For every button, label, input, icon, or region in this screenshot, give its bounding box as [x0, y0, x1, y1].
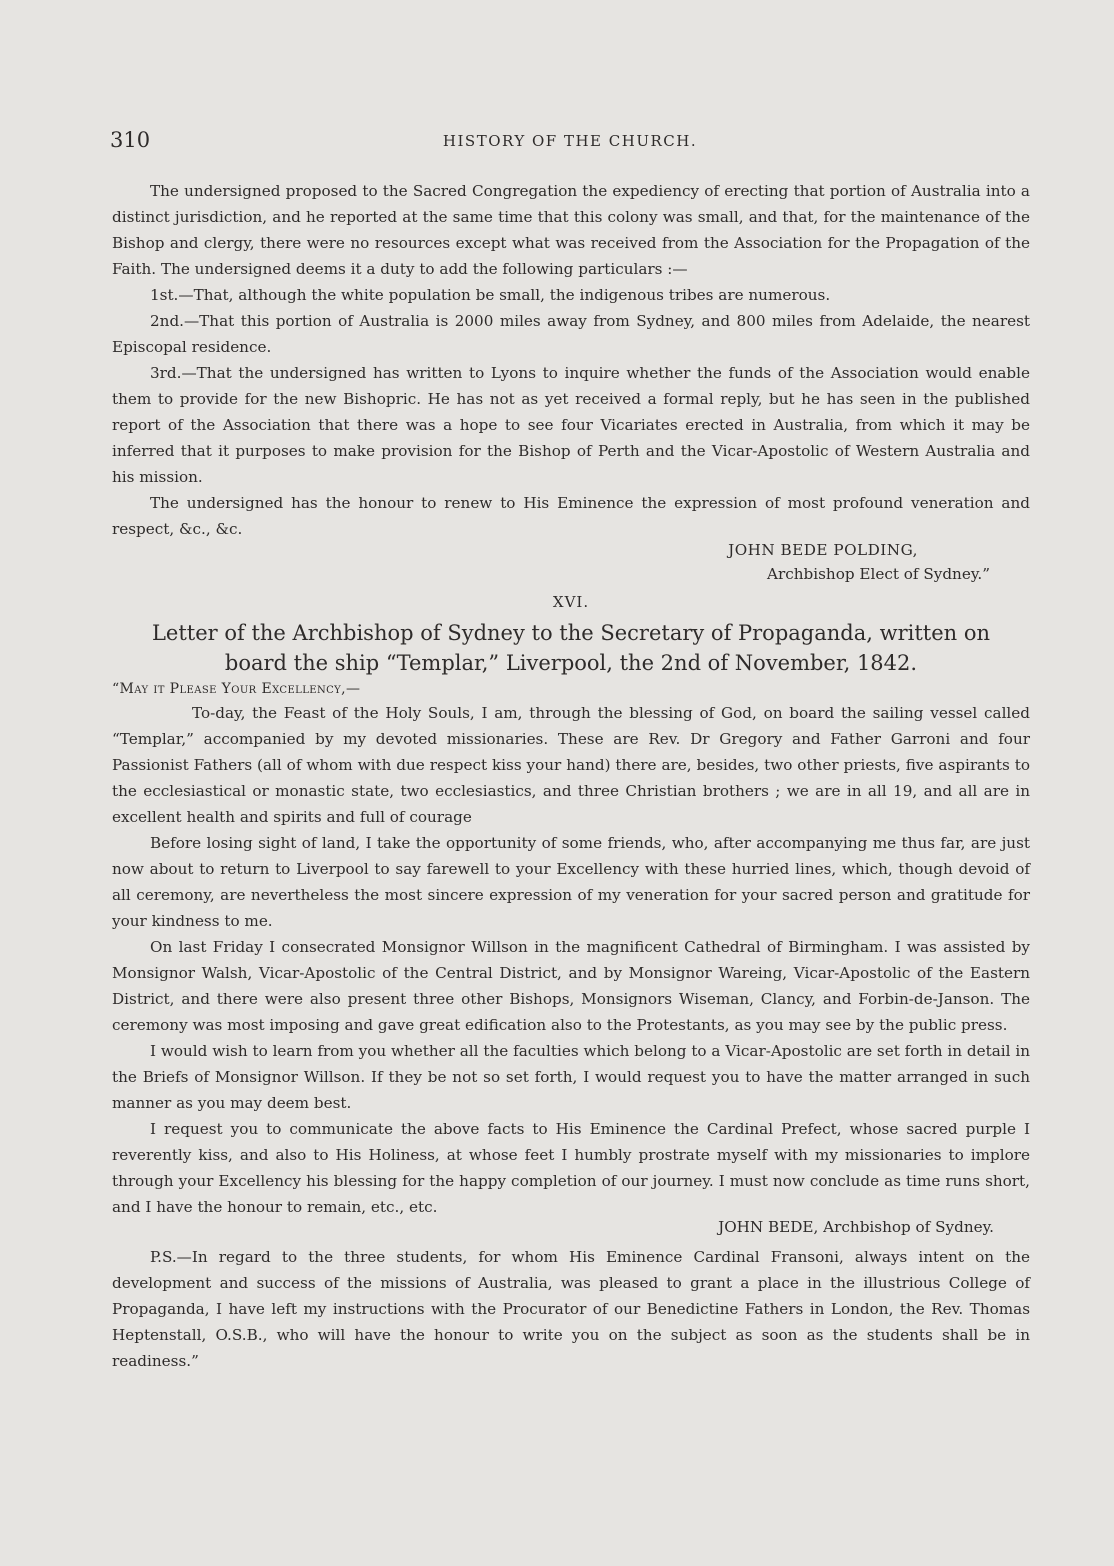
page-header — [110, 128, 1030, 158]
section-number: XVI. — [552, 593, 590, 611]
signature-name: JOHN BEDE POLDING, — [728, 541, 918, 559]
signature-title: Archbishop Elect of Sydney.” — [767, 565, 990, 583]
letter-title: Letter of the Archbishop of Sydney to the Secretary of Propaganda, written on board the ship “Templar,” Liverpool, the 2nd of November, 1842. — [151, 621, 990, 675]
paragraph: On last Friday I consecrated Monsignor Willson in the magnificent Cathedral of Birmingham. I was assisted by Monsignor Walsh, Vicar-Apostolic of the Central District, and by Monsignor Wareing, Vicar-Apostolic of the Eastern District, and there were also present three other Bishops, Monsignors Wiseman, Clancy, and Forbin-de-Janson. The ceremony was most imposing and gave great edification also to the Protestants, as you may see by the public press. — [112, 938, 1030, 1034]
paragraph: I request you to communicate the above facts to His Eminence the Cardinal Prefect, whose sacred purple I reverently kiss, and also to His Holiness, at whose feet I humbly prostrate myself with my missionaries to implore through your Excellency his blessing for the happy completion of our journey. I must now conclude as time runs short, and I have the honour to remain, etc., etc. — [112, 1120, 1030, 1216]
postscript: P.S.—In regard to the three students, for whom His Eminence Cardinal Fransoni, always intent on the development and success of the missions of Australia, was pleased to grant a place in the illustrious College of Propaganda, I have left my instructions with the Procurator of our Benedictine Fathers in London, the Rev. Thomas Heptenstall, O.S.B., who will have the honour to write you on the subject as soon as the students shall be in readiness.” — [112, 1248, 1030, 1370]
page-number: 310 — [110, 128, 151, 152]
paragraph: To-day, the Feast of the Holy Souls, I am, through the blessing of God, on board the sailing vessel called “Templar,” accompanied by my devoted missionaries. These are Rev. Dr Gregory and Father Garroni and four Passionist Fathers (all of whom with due respect kiss your hand) there are, besides, two other priests, five aspirants to the ecclesiastical or monastic state, two ecclesiastics, and three Christian brothers ; we are in all 19, and all are in excellent health and spirits and full of courage — [112, 704, 1030, 826]
page-body — [112, 178, 1030, 1374]
signature-letter: JOHN BEDE, Archbishop of Sydney. — [718, 1218, 994, 1236]
paragraph: The undersigned has the honour to renew to His Eminence the expression of most profound veneration and respect, &c., &c. — [112, 494, 1030, 538]
running-title: HISTORY OF THE CHURCH. — [442, 132, 698, 150]
salutation: “May it Please Your Excellency,— — [112, 681, 361, 697]
paragraph: The undersigned proposed to the Sacred Congregation the expediency of erecting that portion of Australia into a distinct jurisdiction, and he reported at the same time that this colony was small, and that, for the maintenance of the Bishop and clergy, there were no resources except what was received from the Association for the Propagation of the Faith. The undersigned deems it a duty to add the following particulars :— — [112, 182, 1030, 278]
paragraph: I would wish to learn from you whether all the faculties which belong to a Vicar-Apostolic are set forth in detail in the Briefs of Monsignor Willson. If they be not so set forth, I would request you to have the matter arranged in such manner as you may deem best. — [112, 1042, 1030, 1112]
paragraph: 3rd.—That the undersigned has written to Lyons to inquire whether the funds of the Association would enable them to provide for the new Bishopric. He has not as yet received a formal reply, but he has seen in the published report of the Association that there was a hope to see four Vicariates erected in Australia, from which it may be inferred that it purposes to make provision for the Bishop of Perth and the Vicar-Apostolic of Western Australia and his mission. — [112, 364, 1030, 486]
paragraph: 1st.—That, although the white population be small, the indigenous tribes are numerous. — [150, 286, 831, 304]
paragraph: Before losing sight of land, I take the opportunity of some friends, who, after accompanying me thus far, are just now about to return to Liverpool to say farewell to your Excellency with these hurried lines, which, though devoid of all ceremony, are nevertheless the most sincere expression of my veneration for your sacred person and gratitude for your kindness to me. — [112, 834, 1030, 930]
paragraph: 2nd.—That this portion of Australia is 2000 miles away from Sydney, and 800 miles from Adelaide, the nearest Episcopal residence. — [112, 312, 1030, 356]
